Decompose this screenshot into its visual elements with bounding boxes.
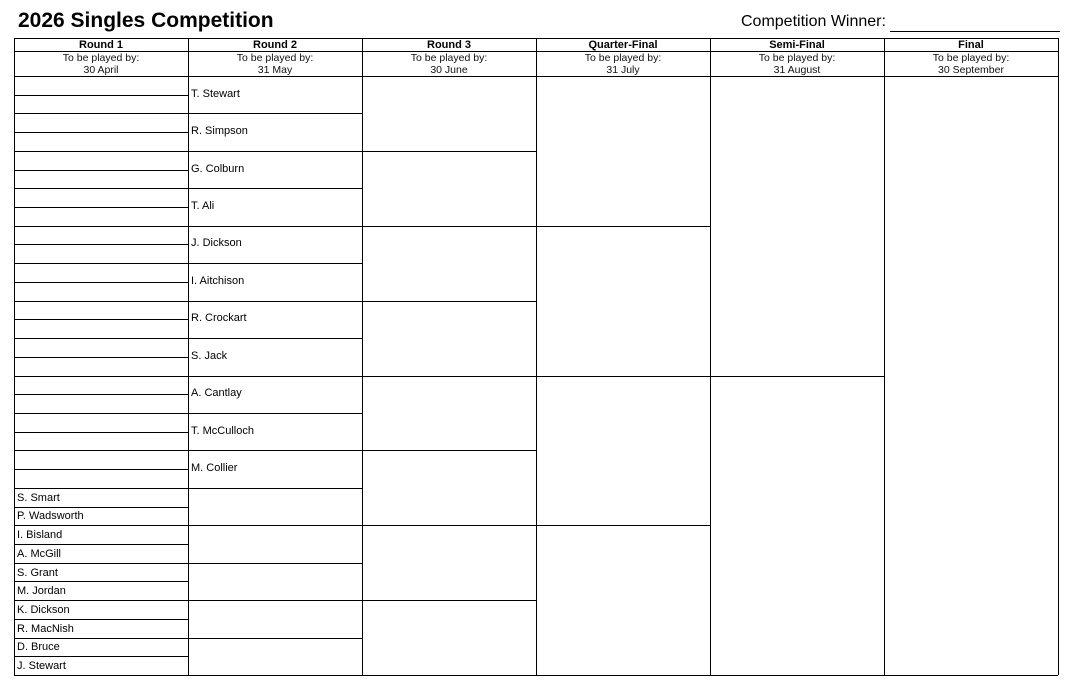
round-1-slot-line	[14, 151, 188, 152]
round-title-1: Round 1	[79, 39, 123, 51]
round-1-slot-line	[14, 619, 188, 620]
round-2-box-line	[188, 226, 362, 227]
header-column-line-0	[14, 38, 15, 76]
round-2-player: S. Jack	[191, 349, 228, 362]
round-1-player: P. Wadsworth	[17, 510, 84, 523]
round-1-slot-line	[14, 563, 188, 564]
round-1-slot-line	[14, 469, 188, 470]
right-border-line	[1058, 76, 1059, 675]
round-1-player: S. Smart	[17, 491, 60, 504]
round-2-box-line	[188, 563, 362, 564]
round-2-player: M. Collier	[191, 462, 238, 475]
round-1-played-by: To be played by: 30 April	[62, 52, 140, 76]
round-1-player: M. Jordan	[17, 585, 66, 598]
round-1-player: S. Grant	[17, 566, 58, 579]
round-1-slot-line	[14, 338, 188, 339]
round-3-box-line	[362, 450, 536, 451]
round-2-box-line	[188, 338, 362, 339]
round-2-player: T. McCulloch	[191, 424, 254, 437]
round-2-box-line	[188, 376, 362, 377]
round-2-played-by: To be played by: 31 May	[236, 52, 314, 76]
round-1-player: I. Bisland	[17, 529, 63, 542]
round-2-player: J. Dickson	[191, 237, 242, 250]
round-1-slot-line	[14, 376, 188, 377]
round-1-slot-line	[14, 263, 188, 264]
round-1-player: A. McGill	[17, 547, 61, 560]
round-2-box-line	[188, 263, 362, 264]
round-title-4: Quarter-Final	[588, 39, 658, 51]
round-3-played-by: To be played by: 30 June	[410, 52, 488, 76]
round-1-slot-line	[14, 600, 188, 601]
round-3-box-line	[362, 376, 536, 377]
round-1-slot-line	[14, 507, 188, 508]
round-1-slot-line	[14, 394, 188, 395]
round-1-slot-line	[14, 132, 188, 133]
round-5-played-by: To be played by: 31 August	[758, 52, 836, 76]
round-4-box-line	[536, 675, 710, 676]
round-2-box-line	[188, 638, 362, 639]
round-2-box-line	[188, 600, 362, 601]
round-1-slot-line	[14, 357, 188, 358]
round-2-player: T. Ali	[191, 200, 215, 213]
round-3-box-line	[362, 675, 536, 676]
round-5-box-line	[710, 376, 884, 377]
round-4-box-line	[536, 226, 710, 227]
round-3-box-line	[362, 226, 536, 227]
round-2-player: A. Cantlay	[191, 387, 242, 400]
round-1-player: J. Stewart	[17, 660, 66, 673]
round-2-box-line	[188, 525, 362, 526]
round-1-slot-line	[14, 113, 188, 114]
round-6-box-line	[884, 675, 1058, 676]
bracket	[14, 38, 1060, 677]
round-1-slot-line	[14, 488, 188, 489]
round-3-box-line	[362, 301, 536, 302]
round-1-slot-line	[14, 525, 188, 526]
round-2-player: G. Colburn	[191, 162, 245, 175]
round-3-box-line	[362, 525, 536, 526]
round-1-player: K. Dickson	[17, 603, 70, 616]
round-2-player: T. Stewart	[191, 87, 240, 100]
round-2-box-line	[188, 151, 362, 152]
round-1-slot-line	[14, 638, 188, 639]
round-1-slot-line	[14, 413, 188, 414]
round-1-slot-line	[14, 95, 188, 96]
round-2-box-line	[188, 675, 362, 676]
header-column-line-4	[710, 38, 711, 76]
round-1-slot-line	[14, 188, 188, 189]
round-1-player: R. MacNish	[17, 622, 74, 635]
round-1-slot-line	[14, 170, 188, 171]
header-column-line-5	[884, 38, 885, 76]
round-2-player: I. Aitchison	[191, 274, 245, 287]
round-1-slot-line	[14, 432, 188, 433]
round-2-box-line	[188, 413, 362, 414]
round-6-left-line	[884, 76, 885, 675]
round-4-box-line	[536, 525, 710, 526]
round-title-2: Round 2	[253, 39, 297, 51]
competition-winner-label: Competition Winner:	[741, 13, 886, 30]
header-column-line-1	[188, 38, 189, 76]
header-column-line-2	[362, 38, 363, 76]
round-2-player: R. Simpson	[191, 125, 248, 138]
round-1-slot-line	[14, 675, 188, 676]
page-title: 2026 Singles Competition	[18, 9, 274, 32]
round-1-slot-line	[14, 544, 188, 545]
round-title-3: Round 3	[427, 39, 471, 51]
round-1-slot-line	[14, 282, 188, 283]
round-title-6: Final	[958, 39, 984, 51]
round-2-player: R. Crockart	[191, 312, 247, 325]
round-4-played-by: To be played by: 31 July	[584, 52, 662, 76]
round-2-box-line	[188, 488, 362, 489]
round-2-box-line	[188, 113, 362, 114]
round-1-player: D. Bruce	[17, 641, 60, 654]
header-column-line-3	[536, 38, 537, 76]
round-2-box-line	[188, 450, 362, 451]
round-1-slot-line	[14, 226, 188, 227]
round-5-box-line	[710, 675, 884, 676]
round-title-5: Semi-Final	[769, 39, 825, 51]
round-2-box-line	[188, 301, 362, 302]
round-3-box-line	[362, 151, 536, 152]
round-1-slot-line	[14, 319, 188, 320]
round-4-box-line	[536, 376, 710, 377]
round-3-box-line	[362, 600, 536, 601]
round-1-slot-line	[14, 656, 188, 657]
round-1-slot-line	[14, 207, 188, 208]
round-1-slot-line	[14, 450, 188, 451]
round-2-box-line	[188, 188, 362, 189]
round-1-slot-line	[14, 581, 188, 582]
round-6-played-by: To be played by: 30 September	[932, 52, 1010, 76]
competition-winner-field[interactable]	[890, 31, 1060, 32]
round-1-slot-line	[14, 244, 188, 245]
round-1-slot-line	[14, 301, 188, 302]
header-column-line-6	[1058, 38, 1059, 76]
